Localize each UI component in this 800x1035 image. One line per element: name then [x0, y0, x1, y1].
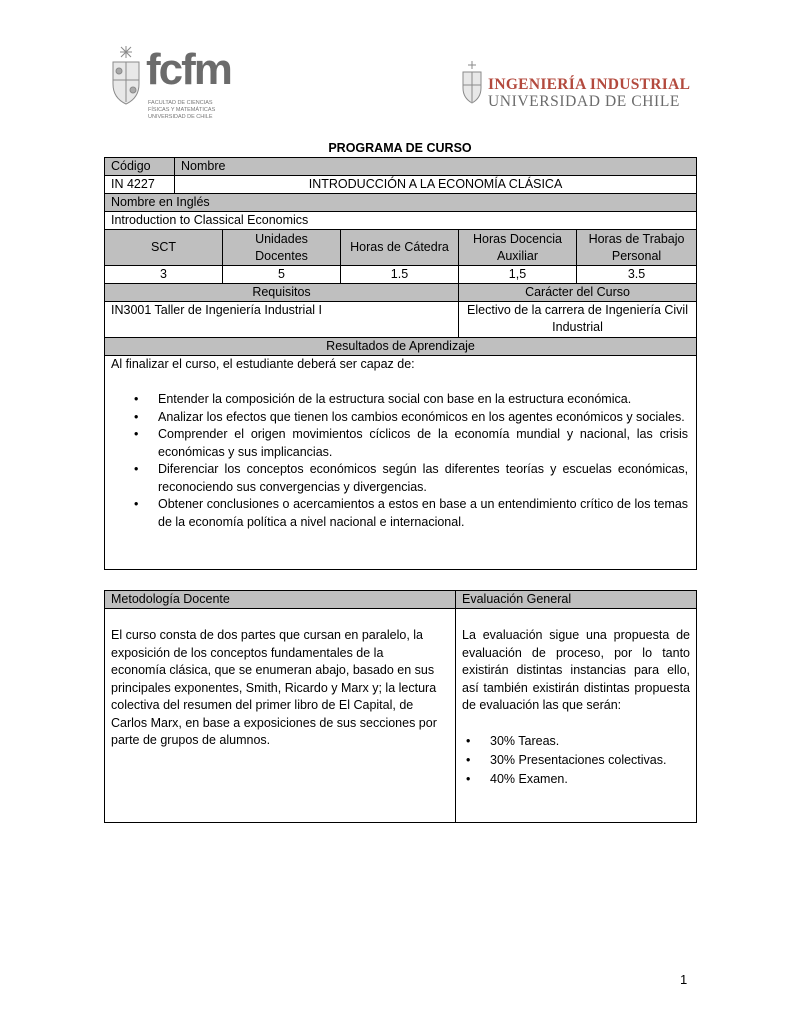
evaluacion-label: Evaluación General [456, 591, 697, 609]
unidades-docentes-value: 5 [223, 266, 341, 284]
horas-auxiliar-header: Horas Docencia Auxiliar [459, 230, 577, 266]
document-title: PROGRAMA DE CURSO [328, 141, 472, 155]
department-logo [460, 60, 691, 110]
page-number: 1 [680, 972, 688, 987]
list-item: • 30% Presentaciones colectivas. [462, 751, 690, 770]
english-name: Introduction to Classical Economics [105, 212, 697, 230]
caracter-value: Electivo de la carrera de Ingeniería Civil Industrial [459, 302, 697, 338]
codigo-row [105, 176, 697, 194]
nombre-label: Nombre [181, 159, 226, 173]
resultados-label: Resultados de Aprendizaje [105, 338, 697, 356]
fcfm-subtitle-3: UNIVERSIDAD DE CHILE [148, 114, 213, 120]
list-item: • 40% Examen. [462, 770, 690, 789]
sct-header: SCT [105, 230, 223, 266]
resultados-list [111, 391, 690, 531]
fcfm-subtitle-2: FÍSICAS Y MATEMÁTICAS [148, 107, 216, 113]
horas-auxiliar-value: 1,5 [459, 266, 577, 284]
fcfm-subtitle-1: FACULTAD DE CIENCIAS [148, 100, 213, 106]
english-name-label: Nombre en Inglés [105, 194, 697, 212]
list-item: • Analizar los efectos que tienen los cambios económicos en los agentes económicos y sociales. [111, 409, 688, 427]
evaluacion-content [456, 609, 697, 823]
fcfm-wordmark: fcfm [146, 45, 231, 94]
caracter-label: Carácter del Curso [459, 284, 697, 302]
evaluacion-text: La evaluación sigue una propuesta de evaluación de proceso, por lo tanto existirán distintas instancias para ello, así también existirán distintas propuesta de evaluación las que serán: [462, 628, 690, 712]
metodologia-text: El curso consta de dos partes que cursan en paralelo, la exposición de los conceptos fundamentales de la economía clásica, que se enumeran abajo, basado en sus principales exponentes, Smith, Ricardo y Marx y; la lectura colectiva del resumen del primer libro de El Capital, de Carlos Marx, en base a exposiciones de sus secciones por parte de grupos de alumnos. [111, 628, 437, 747]
department-name: INGENIERÍA INDUSTRIAL [488, 76, 691, 93]
course-name: INTRODUCCIÓN A LA ECONOMÍA CLÁSICA [308, 177, 563, 191]
list-item: • Obtener conclusiones o acercamientos a estos en base a un entendimiento crítico de los temas de la economía política a nivel nacional e internacional. [111, 496, 688, 531]
metodologia-label: Metodología Docente [105, 591, 456, 609]
university-seal-icon [108, 44, 144, 108]
fcfm-logo [108, 44, 233, 126]
department-seal-icon [460, 60, 484, 106]
list-item: • Diferenciar los conceptos económicos según las diferentes teorías y escuelas económicas, reconociendo sus convergencias y divergencias. [111, 461, 688, 496]
horas-personal-value: 3.5 [577, 266, 697, 284]
metodologia-content [105, 609, 456, 823]
university-name: UNIVERSIDAD DE CHILE [488, 93, 680, 110]
evaluacion-list [462, 732, 690, 789]
list-item: • Entender la composición de la estructura social con base en la estructura económica. [111, 391, 688, 409]
course-info-table [104, 157, 697, 570]
method-eval-table [104, 590, 697, 823]
horas-personal-header: Horas de Trabajo Personal [577, 230, 697, 266]
unidades-docentes-header: Unidades Docentes [223, 230, 341, 266]
requisitos-value: IN3001 Taller de Ingeniería Industrial I [105, 302, 459, 338]
list-item: • 30% Tareas. [462, 732, 690, 751]
sct-value: 3 [105, 266, 223, 284]
requisitos-label: Requisitos [105, 284, 459, 302]
resultados-content [105, 356, 697, 570]
resultados-intro: Al finalizar el curso, el estudiante deberá ser capaz de: [111, 357, 415, 371]
codigo-header [105, 158, 697, 176]
list-item: • Comprender el origen movimientos cíclicos de la economía mundial y nacional, las crisis económicas y sus implicancias. [111, 426, 688, 461]
course-code: IN 4227 [105, 176, 175, 193]
horas-catedra-value: 1.5 [341, 266, 459, 284]
codigo-label: Código [105, 158, 175, 175]
horas-catedra-header: Horas de Cátedra [341, 230, 459, 266]
